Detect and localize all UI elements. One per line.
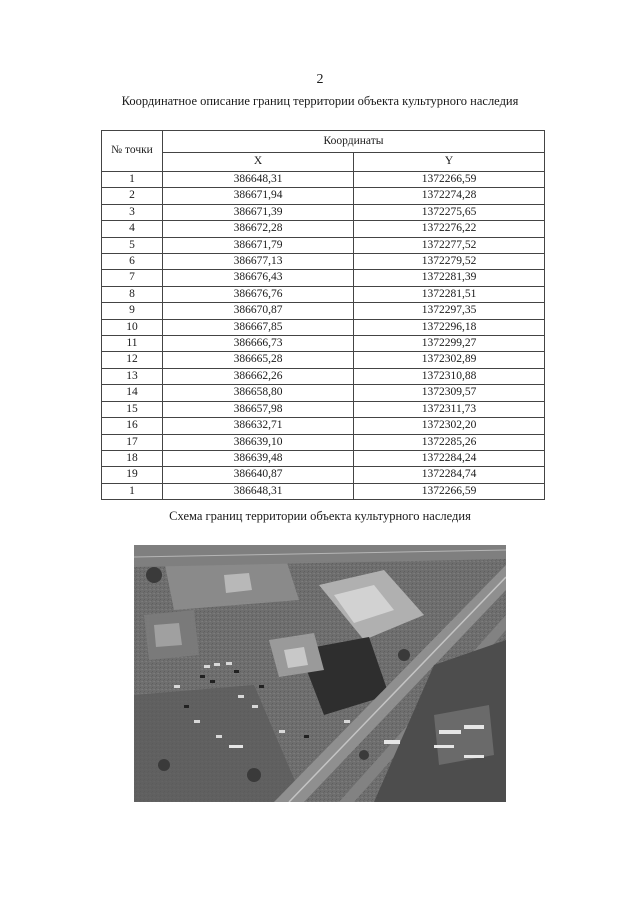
cell-y: 1372284,74 <box>354 467 545 483</box>
cell-y: 1372266,59 <box>354 172 545 188</box>
table-row <box>102 418 545 434</box>
cell-point-number: 4 <box>102 221 163 237</box>
table-row <box>102 254 545 270</box>
table-row <box>102 352 545 368</box>
cell-point-number: 16 <box>102 418 163 434</box>
cell-y: 1372309,57 <box>354 385 545 401</box>
cell-x: 386671,79 <box>163 237 354 253</box>
cell-x: 386639,10 <box>163 434 354 450</box>
scheme-title: Схема границ территории объекта культурного наследия <box>169 509 471 523</box>
cell-y: 1372275,65 <box>354 204 545 220</box>
table-row <box>102 221 545 237</box>
header-y: Y <box>354 152 545 171</box>
table-row <box>102 368 545 384</box>
cell-y: 1372284,24 <box>354 450 545 466</box>
table-title: Координатное описание границ территории объекта культурного наследия <box>121 94 519 108</box>
cell-point-number: 12 <box>102 352 163 368</box>
cell-y: 1372276,22 <box>354 221 545 237</box>
table-row <box>102 319 545 335</box>
cell-x: 386676,76 <box>163 286 354 302</box>
cell-x: 386672,28 <box>163 221 354 237</box>
cell-y: 1372281,51 <box>354 286 545 302</box>
cell-y: 1372299,27 <box>354 336 545 352</box>
cell-y: 1372266,59 <box>354 483 545 499</box>
cell-y: 1372277,52 <box>354 237 545 253</box>
cell-y: 1372279,52 <box>354 254 545 270</box>
cell-y: 1372274,28 <box>354 188 545 204</box>
cell-x: 386666,73 <box>163 336 354 352</box>
cell-point-number: 7 <box>102 270 163 286</box>
page-number: 2 <box>316 72 324 87</box>
table-row <box>102 188 545 204</box>
table-row <box>102 401 545 417</box>
cell-y: 1372302,89 <box>354 352 545 368</box>
table-row <box>102 204 545 220</box>
cell-x: 386671,94 <box>163 188 354 204</box>
table-row <box>102 434 545 450</box>
cell-point-number: 8 <box>102 286 163 302</box>
cell-point-number: 13 <box>102 368 163 384</box>
cell-point-number: 19 <box>102 467 163 483</box>
cell-point-number: 11 <box>102 336 163 352</box>
cell-point-number: 17 <box>102 434 163 450</box>
cell-x: 386676,43 <box>163 270 354 286</box>
table-row <box>102 467 545 483</box>
table-row <box>102 385 545 401</box>
cell-y: 1372281,39 <box>354 270 545 286</box>
cell-point-number: 15 <box>102 401 163 417</box>
cell-point-number: 2 <box>102 188 163 204</box>
cell-x: 386657,98 <box>163 401 354 417</box>
cell-x: 386665,28 <box>163 352 354 368</box>
header-coordinates: Координаты <box>163 131 545 153</box>
cell-x: 386670,87 <box>163 303 354 319</box>
cell-x: 386667,85 <box>163 319 354 335</box>
table-row <box>102 172 545 188</box>
aerial-map-image <box>134 545 506 802</box>
cell-x: 386662,26 <box>163 368 354 384</box>
cell-y: 1372285,26 <box>354 434 545 450</box>
header-x: X <box>163 152 354 171</box>
cell-point-number: 14 <box>102 385 163 401</box>
coordinates-table-body <box>102 172 545 500</box>
table-row <box>102 286 545 302</box>
cell-y: 1372310,88 <box>354 368 545 384</box>
table-row <box>102 450 545 466</box>
cell-x: 386658,80 <box>163 385 354 401</box>
cell-x: 386640,87 <box>163 467 354 483</box>
table-row <box>102 237 545 253</box>
cell-x: 386632,71 <box>163 418 354 434</box>
cell-y: 1372311,73 <box>354 401 545 417</box>
cell-y: 1372302,20 <box>354 418 545 434</box>
cell-point-number: 18 <box>102 450 163 466</box>
table-row <box>102 336 545 352</box>
table-row <box>102 270 545 286</box>
table-row <box>102 483 545 499</box>
header-point-number: № точки <box>102 131 163 172</box>
cell-x: 386671,39 <box>163 204 354 220</box>
cell-x: 386677,13 <box>163 254 354 270</box>
cell-point-number: 5 <box>102 237 163 253</box>
cell-x: 386639,48 <box>163 450 354 466</box>
cell-x: 386648,31 <box>163 172 354 188</box>
cell-point-number: 10 <box>102 319 163 335</box>
cell-point-number: 6 <box>102 254 163 270</box>
cell-point-number: 9 <box>102 303 163 319</box>
cell-y: 1372297,35 <box>354 303 545 319</box>
coordinates-table <box>101 130 545 500</box>
cell-point-number: 3 <box>102 204 163 220</box>
cell-point-number: 1 <box>102 172 163 188</box>
table-row <box>102 303 545 319</box>
cell-point-number: 1 <box>102 483 163 499</box>
cell-x: 386648,31 <box>163 483 354 499</box>
cell-y: 1372296,18 <box>354 319 545 335</box>
